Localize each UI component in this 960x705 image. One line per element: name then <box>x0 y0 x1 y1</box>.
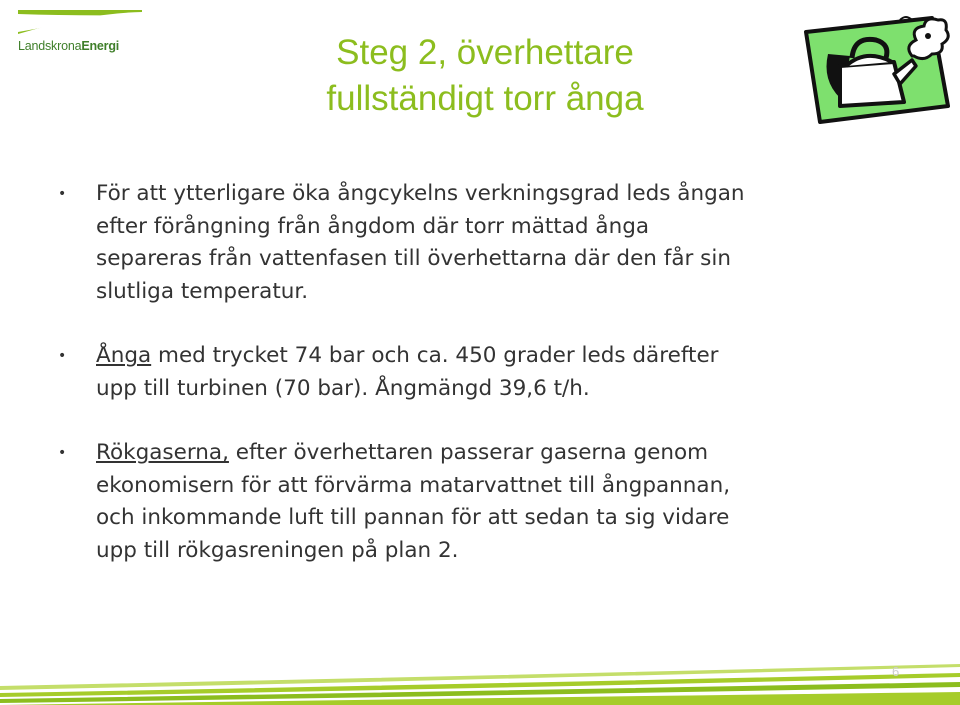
footer-stripes <box>0 640 960 705</box>
bullet-dot-icon: • <box>58 186 67 202</box>
page-number: 6 <box>892 664 900 679</box>
bullet-1: • För att ytterligare öka ångcykelns verkningsgrad leds ångan efter förångning från ångdom där torr mättad ånga separeras från vattenfasen till överhettarna där den får sin slutliga temperatur. <box>56 178 916 308</box>
title-line-2: fullständigt torr ånga <box>326 79 644 118</box>
bullet-dot-icon: • <box>58 445 67 461</box>
steaming-kettle-icon <box>800 10 952 128</box>
underlined-term: Rökgaserna, <box>96 440 229 465</box>
bullet-2: • Ånga med trycket 74 bar och ca. 450 grader leds därefter upp till turbinen (70 bar). Ångmängd 39,6 t/h. <box>56 340 916 405</box>
title-line-1: Steg 2, överhettare <box>336 33 634 72</box>
underlined-term: Ånga <box>96 343 152 368</box>
landskrona-energi-logo <box>18 6 144 56</box>
bullet-dot-icon: • <box>58 348 67 364</box>
bullet-list <box>56 178 916 599</box>
logo-text: LandskronaEnergi <box>18 39 120 53</box>
bullet-3: • Rökgaserna, efter överhettaren passerar gaserna genom ekonomisern för att förvärma matarvattnet till ångpannan, och inkommande luft till pannan för att sedan ta sig vidare upp till rökgasreningen på plan 2. <box>56 437 916 567</box>
logo-swoosh-icon <box>18 6 142 36</box>
slide-title <box>230 30 740 122</box>
